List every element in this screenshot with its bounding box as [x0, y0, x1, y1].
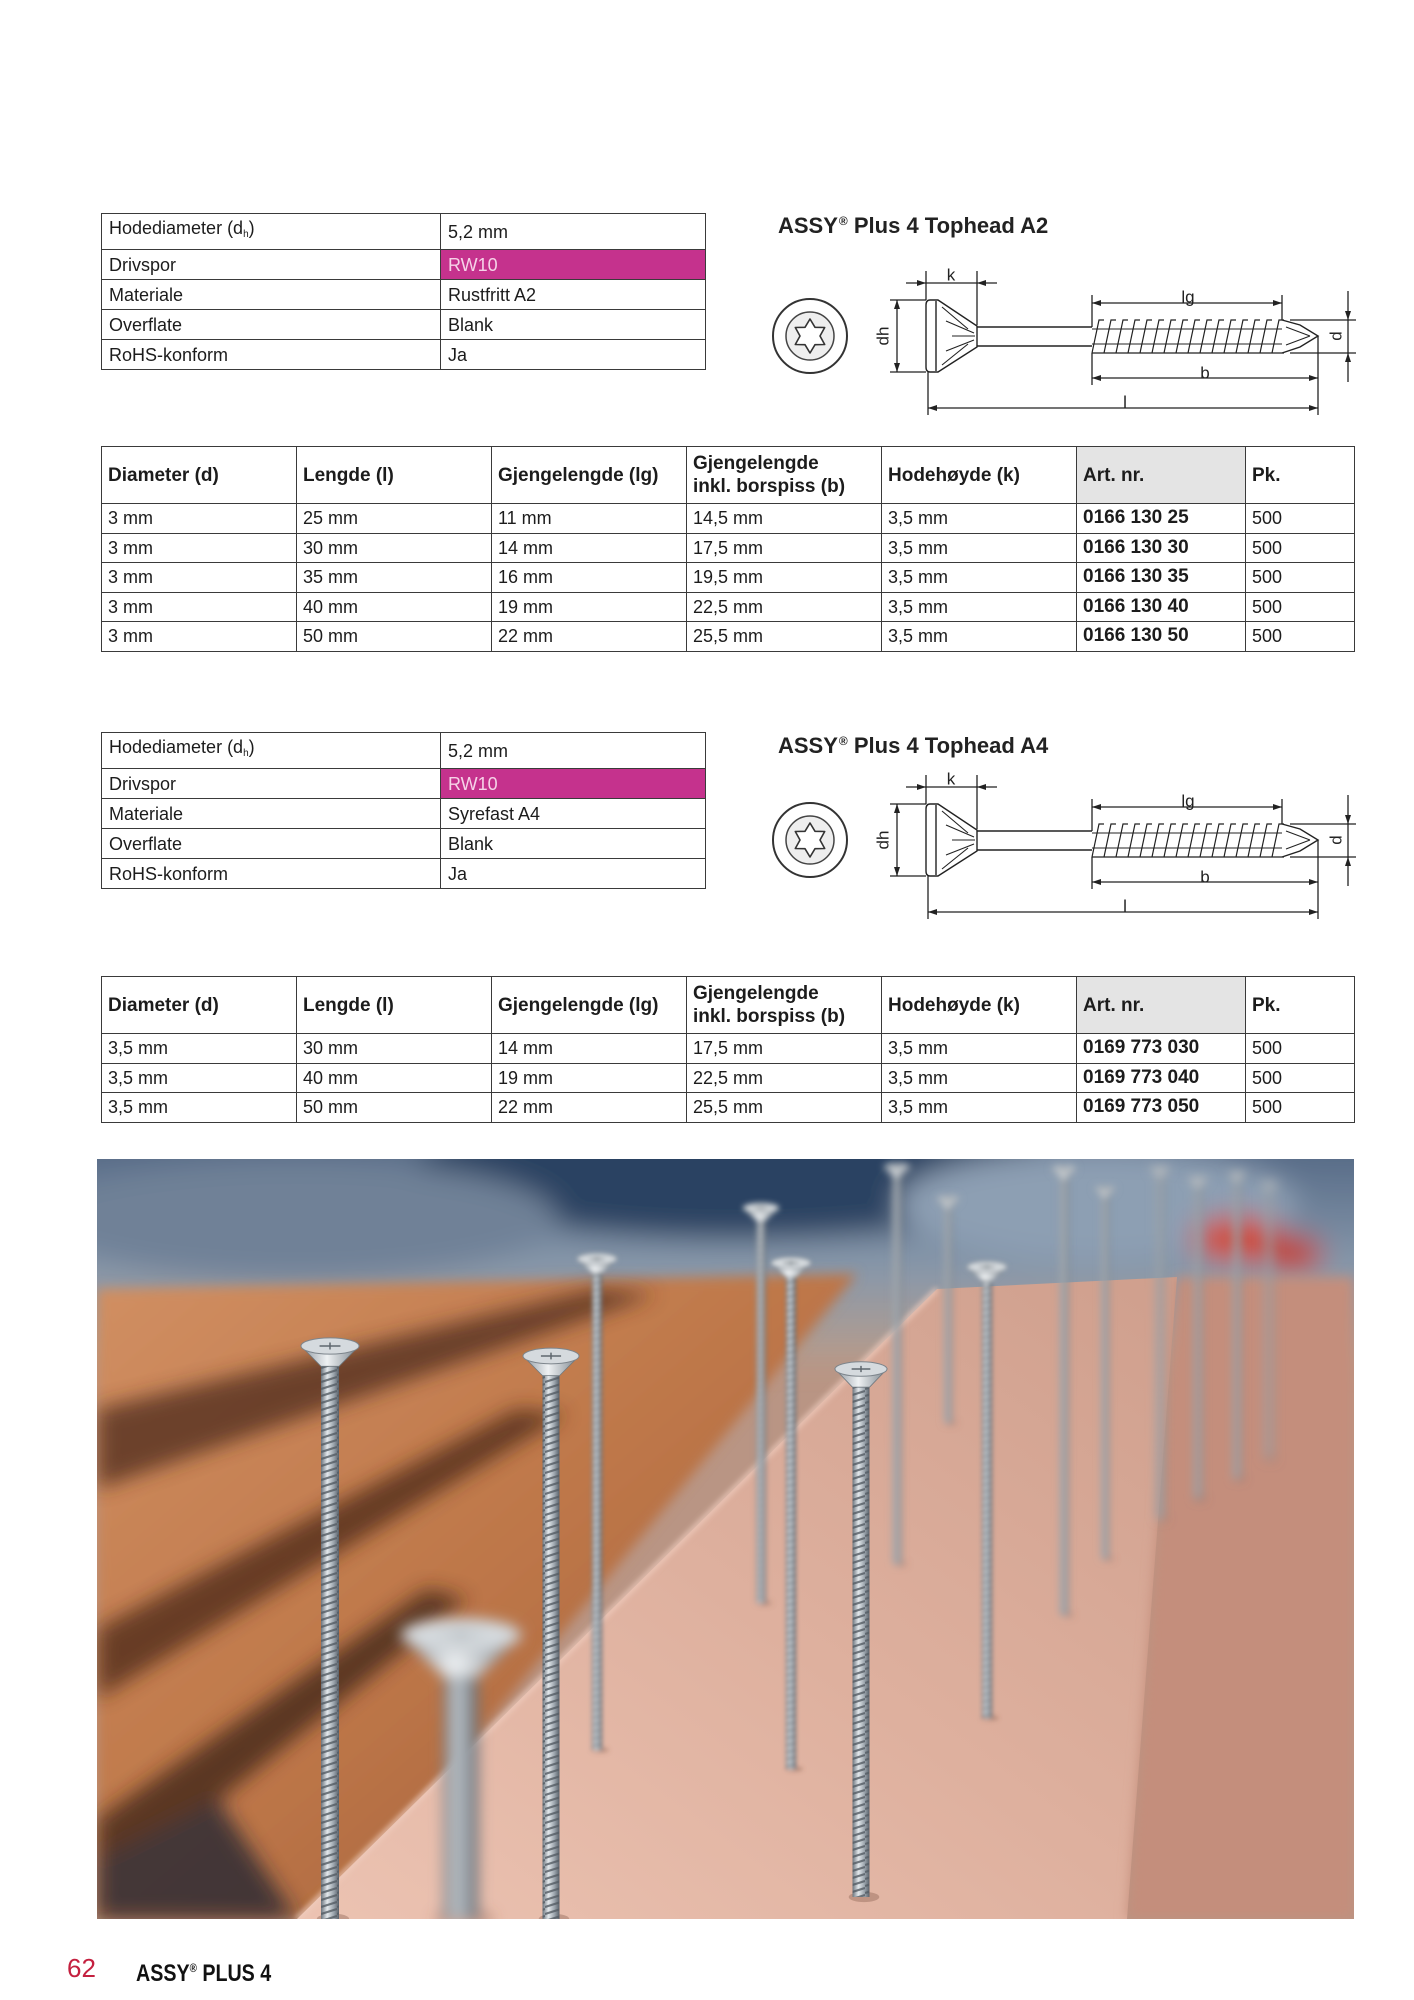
cell-article-number: 0166 130 50: [1077, 622, 1246, 652]
column-header-thread-length-incl-drill-tip: [687, 977, 882, 1034]
screw-dimension-diagram: [770, 759, 1370, 924]
dimension-label-k: k: [946, 265, 956, 285]
spec-label: [102, 310, 441, 340]
spec-label-text: Hodediameter (d: [109, 737, 244, 757]
table-row: [102, 592, 1355, 622]
cell-thread-length-incl-drill-tip: 22,5 mm: [687, 592, 882, 622]
cell-article-number: 0166 130 35: [1077, 563, 1246, 593]
column-header-diameter: Diameter (d): [102, 977, 297, 1034]
product-title: [778, 729, 1048, 758]
dimension-label-k: k: [946, 769, 956, 789]
table-row: [102, 622, 1355, 652]
cell-diameter: 3 mm: [102, 622, 297, 652]
table-row: [102, 1093, 1355, 1123]
cell-thread-length-incl-drill-tip: 17,5 mm: [687, 533, 882, 563]
header-row: [102, 447, 1355, 504]
dimension-label-dh: dh: [873, 326, 893, 346]
product-title: [778, 209, 1048, 238]
spec-label-text: Hodediameter (d: [109, 218, 244, 238]
spec-value: Ja: [441, 340, 706, 370]
cell-length: 35 mm: [297, 563, 492, 593]
spec-label-subscript: h: [243, 748, 249, 759]
table-row: [102, 1034, 1355, 1064]
cell-length: 30 mm: [297, 533, 492, 563]
spec-label-text: RoHS-konform: [109, 863, 229, 884]
cell-thread-length-incl-drill-tip: 14,5 mm: [687, 504, 882, 534]
spec-label: [102, 250, 441, 280]
cell-thread-length-incl-drill-tip: 25,5 mm: [687, 622, 882, 652]
cell-length: 25 mm: [297, 504, 492, 534]
spec-value: Blank: [441, 310, 706, 340]
cell-article-number: 0169 773 050: [1077, 1093, 1246, 1123]
cell-article-number: 0169 773 030: [1077, 1034, 1246, 1064]
cell-head-height: 3,5 mm: [882, 1063, 1077, 1093]
cell-thread-length-incl-drill-tip: 19,5 mm: [687, 563, 882, 593]
spec-row: [102, 769, 706, 799]
column-header-thread-length: Gjengelengde (lg): [492, 447, 687, 504]
column-header-length: Lengde (l): [297, 447, 492, 504]
spec-label: [102, 769, 441, 799]
cell-head-height: 3,5 mm: [882, 504, 1077, 534]
drive-end-view: [773, 299, 847, 373]
spec-label-subscript: h: [243, 229, 249, 240]
spec-value: Syrefast A4: [441, 799, 706, 829]
spec-row: [102, 733, 706, 769]
cell-pack-quantity: 500: [1246, 1034, 1355, 1064]
dimension-label-lg: lg: [1181, 791, 1195, 811]
spec-label-end: ): [248, 737, 255, 757]
column-header-thread-length-incl-drill-tip: [687, 447, 882, 504]
cell-pack-quantity: 500: [1246, 504, 1355, 534]
spec-table: [101, 213, 706, 370]
dimension-label-lg: lg: [1181, 287, 1195, 307]
spec-label: [102, 829, 441, 859]
cell-diameter: 3,5 mm: [102, 1093, 297, 1123]
spec-label: [102, 214, 441, 250]
spec-label-text: Drivspor: [109, 773, 177, 794]
footer-brand: [136, 1954, 271, 1988]
spec-label: [102, 859, 441, 889]
cell-head-height: 3,5 mm: [882, 1034, 1077, 1064]
spec-value: RW10: [441, 769, 706, 799]
cell-length: 50 mm: [297, 622, 492, 652]
cell-pack-quantity: 500: [1246, 622, 1355, 652]
spec-label: [102, 799, 441, 829]
cell-article-number: 0166 130 30: [1077, 533, 1246, 563]
product-table: [101, 446, 1355, 652]
dimension-label-l: l: [1123, 392, 1127, 412]
column-header-line: inkl. borspiss (b): [693, 476, 846, 497]
spec-value: RW10: [441, 250, 706, 280]
dimension-label-dh: dh: [873, 830, 893, 850]
registered-mark: ®: [838, 214, 848, 228]
table-row: [102, 1063, 1355, 1093]
dimension-label-d: d: [1326, 331, 1346, 341]
column-header-line: Gjengelengde: [693, 453, 819, 474]
cell-head-height: 3,5 mm: [882, 563, 1077, 593]
column-header-length: Lengde (l): [297, 977, 492, 1034]
column-header-line: inkl. borspiss (b): [693, 1006, 846, 1027]
spec-label-text: Overflate: [109, 314, 183, 335]
cell-diameter: 3 mm: [102, 563, 297, 593]
table-row: [102, 563, 1355, 593]
spec-label-text: Drivspor: [109, 254, 177, 275]
spec-label-text: Materiale: [109, 803, 184, 824]
spec-row: [102, 859, 706, 889]
dimension-label-d: d: [1326, 835, 1346, 845]
cell-length: 30 mm: [297, 1034, 492, 1064]
screw-side-view: [926, 300, 1318, 372]
column-header-thread-length: Gjengelengde (lg): [492, 977, 687, 1034]
table-row: [102, 533, 1355, 563]
spec-label-text: Materiale: [109, 284, 184, 305]
cell-article-number: 0166 130 40: [1077, 592, 1246, 622]
column-header-article-number: Art. nr.: [1077, 447, 1246, 504]
spec-row: [102, 829, 706, 859]
cell-diameter: 3 mm: [102, 504, 297, 534]
spec-label: [102, 733, 441, 769]
cell-head-height: 3,5 mm: [882, 533, 1077, 563]
spec-value: 5,2 mm: [441, 733, 706, 769]
cell-thread-length-incl-drill-tip: 17,5 mm: [687, 1034, 882, 1064]
column-header-pack-quantity: Pk.: [1246, 977, 1355, 1034]
column-header-article-number: Art. nr.: [1077, 977, 1246, 1034]
product-photo: [97, 1159, 1354, 1919]
photo-screws-in-wooden-beam: [97, 1159, 1354, 1919]
column-header-head-height: Hodehøyde (k): [882, 977, 1077, 1034]
registered-mark: ®: [838, 734, 848, 748]
title-rest: Plus 4 Tophead A4: [847, 733, 1049, 758]
title-brand: ASSY: [778, 213, 838, 238]
cell-head-height: 3,5 mm: [882, 622, 1077, 652]
spec-label-end: ): [248, 218, 255, 238]
table-row: [102, 504, 1355, 534]
spec-row: [102, 310, 706, 340]
spec-label-text: Overflate: [109, 833, 183, 854]
cell-pack-quantity: 500: [1246, 1093, 1355, 1123]
cell-pack-quantity: 500: [1246, 533, 1355, 563]
cell-diameter: 3,5 mm: [102, 1034, 297, 1064]
footer-brand-name: ASSY: [136, 1960, 190, 1987]
column-header-line: Gjengelengde: [693, 983, 819, 1004]
cell-pack-quantity: 500: [1246, 563, 1355, 593]
product-table: [101, 976, 1355, 1123]
spec-value: Rustfritt A2: [441, 280, 706, 310]
spec-row: [102, 799, 706, 829]
spec-value: Blank: [441, 829, 706, 859]
screw-side-view: [926, 804, 1318, 876]
cell-thread-length: 22 mm: [492, 1093, 687, 1123]
column-header-head-height: Hodehøyde (k): [882, 447, 1077, 504]
cell-head-height: 3,5 mm: [882, 1093, 1077, 1123]
cell-thread-length-incl-drill-tip: 25,5 mm: [687, 1093, 882, 1123]
cell-thread-length: 22 mm: [492, 622, 687, 652]
spec-row: [102, 280, 706, 310]
spec-label-text: RoHS-konform: [109, 344, 229, 365]
spec-row: [102, 250, 706, 280]
cell-thread-length: 19 mm: [492, 592, 687, 622]
cell-thread-length: 14 mm: [492, 533, 687, 563]
column-header-pack-quantity: Pk.: [1246, 447, 1355, 504]
page-number: 62: [67, 1953, 96, 1983]
column-header-diameter: Diameter (d): [102, 447, 297, 504]
cell-diameter: 3,5 mm: [102, 1063, 297, 1093]
cell-length: 50 mm: [297, 1093, 492, 1123]
dimension-label-b: b: [1200, 867, 1210, 887]
title-rest: Plus 4 Tophead A2: [847, 213, 1049, 238]
cell-head-height: 3,5 mm: [882, 592, 1077, 622]
drive-end-view: [773, 803, 847, 877]
cell-pack-quantity: 500: [1246, 1063, 1355, 1093]
spec-value: Ja: [441, 859, 706, 889]
cell-length: 40 mm: [297, 1063, 492, 1093]
spec-value: 5,2 mm: [441, 214, 706, 250]
cell-thread-length: 11 mm: [492, 504, 687, 534]
cell-article-number: 0169 773 040: [1077, 1063, 1246, 1093]
cell-thread-length: 16 mm: [492, 563, 687, 593]
cell-diameter: 3 mm: [102, 533, 297, 563]
cell-thread-length: 19 mm: [492, 1063, 687, 1093]
spec-row: [102, 340, 706, 370]
title-brand: ASSY: [778, 733, 838, 758]
footer-registered-mark: ®: [189, 1961, 197, 1975]
spec-table: [101, 732, 706, 889]
spec-label: [102, 340, 441, 370]
dimension-label-l: l: [1123, 896, 1127, 916]
cell-thread-length-incl-drill-tip: 22,5 mm: [687, 1063, 882, 1093]
header-row: [102, 977, 1355, 1034]
dimension-label-b: b: [1200, 363, 1210, 383]
cell-pack-quantity: 500: [1246, 592, 1355, 622]
spec-row: [102, 214, 706, 250]
cell-length: 40 mm: [297, 592, 492, 622]
cell-diameter: 3 mm: [102, 592, 297, 622]
screw-dimension-diagram: [770, 255, 1370, 420]
spec-label: [102, 280, 441, 310]
cell-thread-length: 14 mm: [492, 1034, 687, 1064]
cell-article-number: 0166 130 25: [1077, 504, 1246, 534]
footer-brand-rest: PLUS 4: [196, 1960, 272, 1987]
